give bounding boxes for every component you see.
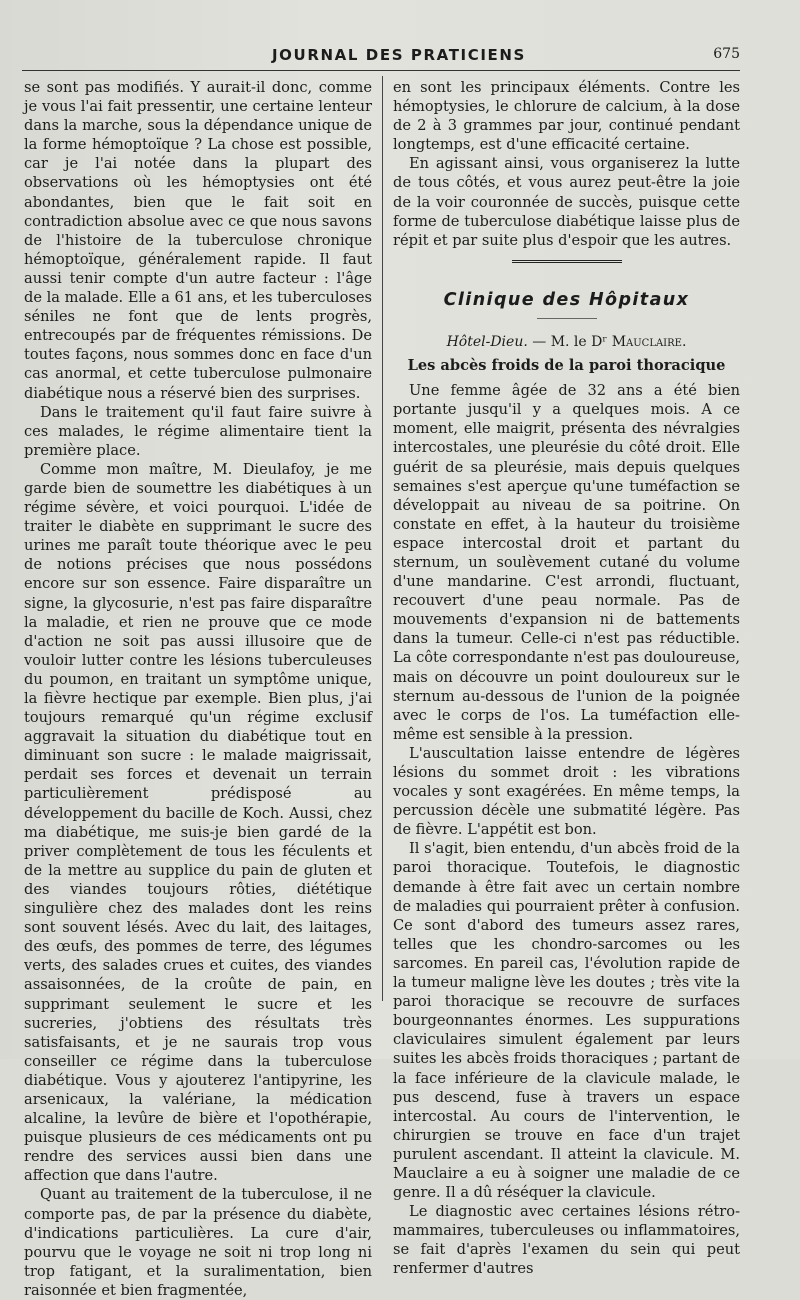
paragraph: L'auscultation laisse entendre de légères lésions du sommet droit : les vibrations vocales y sont exagérées. En même temps, la percussion décèle une submatité légère. Pas de fièvre. L'appétit est bon. — [393, 744, 740, 839]
left-column — [24, 78, 372, 1300]
byline-doctor: Mauclaire. — [611, 333, 687, 350]
byline-dash: — M. le Dʳ — [527, 333, 612, 350]
paragraph: En agissant ainsi, vous organiserez la lutte de tous côtés, et vous aurez peut-être la joie de la voir couronnée de succès, puisque cette forme de tuberculose diabétique laisse plus de répit et par suite plus d'espoir que les autres. — [393, 155, 740, 249]
paragraph: Le diagnostic avec certaines lésions rétro-mammaires, tuberculeuses ou inflammatoires, se fait d'après l'examen du sein qui peut renfermer d'autres — [393, 1203, 740, 1278]
byline-place: Hôtel-Dieu. — [446, 333, 528, 350]
header-rule — [22, 70, 740, 71]
paragraph: Une femme âgée de 32 ans a été bien portante jusqu'il y a quelques mois. A ce moment, elle maigrit, présenta des névralgies intercostales, une pleurésie du côté droit. Elle guérit de sa pleurésie, mais depuis quelques semaines s'est aperçue qu'une tuméfaction se développait au niveau de sa poitrine. On constate en effet, à la hauteur du troisième espace intercostal droit et partant du sternum, un soulèvement cutané du volume d'une mandarine. C'est arrondi, fluctuant, recouvert d'une peau normale. Pas de mouvements d'expansion ni de battements dans la tumeur. Celle-ci n'est pas réductible. La côte correspondante n'est pas douloureuse, mais on découvre un point douloureux sur le sternum au-dessous de l'union de la poignée avec le corps de l'os. La tuméfaction elle-même est sensible à la pression. — [393, 382, 740, 743]
article-byline — [393, 333, 740, 352]
section-title-underline — [537, 318, 597, 319]
running-title: JOURNAL DES PRATICIENS — [272, 46, 526, 64]
page-header — [22, 44, 740, 66]
section-separator — [512, 260, 622, 263]
paragraph: en sont les principaux éléments. Contre les hémoptysies, le chlorure de calcium, à la dose de 2 à 3 grammes par jour, continué pendant longtemps, est d'une efficacité certaine. — [393, 79, 740, 154]
paragraph: Il s'agit, bien entendu, d'un abcès froid de la paroi thoracique. Toutefois, le diagnostic demande à être fait avec un certain nombre de maladies qui pourraient prêter à confusion. Ce sont d'abord des tumeurs assez rares, telles que les chondro-sarcomes ou les sarcomes. En pareil cas, l'évolution rapide de la tumeur maligne lève les doutes ; très vite la paroi thoracique se recouvre de surfaces bourgeonnantes énormes. Les suppurations claviculaires simulent également par leurs suites les abcès froids thoraciques ; partant de la face inférieure de la clavicule malade, le pus descend, fuse à travers un espace intercostal. Au cours de l'intervention, le chirurgien se trouve en face d'un trajet purulent ascendant. Il atteint la clavicule. M. Mauclaire a eu à soigner une maladie de ce genre. Il a dû réséquer la clavicule. — [393, 840, 740, 1202]
column-divider — [382, 76, 383, 1001]
page-number: 675 — [713, 46, 740, 62]
article-title: Les abcès froids de la paroi thoracique — [407, 357, 726, 375]
right-column — [393, 78, 740, 1279]
section-title: Clinique des Hôpitaux — [443, 289, 690, 310]
paragraph: Quant au traitement de la tuberculose, il ne comporte pas, de par la présence du diabète, d'indications particulières. La cure d'air, pourvu que le voyage ne soit ni trop long ni trop fatigant, et la suralimentation, bien raisonnée et bien fragmentée, — [24, 1186, 372, 1299]
paragraph: se sont pas modifiés. Y aurait-il donc, comme je vous l'ai fait pressentir, une certaine lenteur dans la marche, sous la dépendance unique de la forme hémoptoïque ? La chose est possible, car je l'ai notée dans la plupart des observations où les hémoptysies ont été abondantes, bien que le fait soit en contradiction absolue avec ce que nous savons de l'histoire de la tuberculose chronique hémoptoïque, généralement rapide. Il faut aussi tenir compte d'un autre facteur : l'âge de la malade. Elle a 61 ans, et les tuberculoses séniles ne font que de lents progrès, entrecoupés par de fréquentes rémissions. De toutes façons, nous sommes donc en face d'un cas anormal, et cette tuberculose pulmonaire diabétique nous a réservé bien des surprises. — [24, 79, 372, 402]
paragraph: Comme mon maître, M. Dieulafoy, je me garde bien de soumettre les diabétiques à un régime sévère, et voici pourquoi. L'idée de traiter le diabète en supprimant le sucre des urines me paraît toute théorique avec le peu de notions précises que nous possédons encore sur son essence. Faire disparaître un signe, la glycosurie, n'est pas faire disparaître la maladie, et rien ne prouve que ce mode d'action ne soit pas aussi illusoire que de vouloir lutter contre les lésions tuberculeuses du poumon, en traitant un symptôme unique, la fièvre hectique par exemple. Bien plus, j'ai toujours remarqué qu'un régime exclusif aggravait la situation du diabétique tout en diminuant son sucre : le malade maigrissait, perdait ses forces et devenait un terrain particulièrement prédisposé au développement du bacille de Koch. Aussi, chez ma diabétique, me suis-je bien gardé de la priver complètement de tous les féculents et de la mettre au supplice du pain de gluten et des viandes toujours rôties, diététique singulière chez des malades dont les reins sont souvent lésés. Avec du lait, des laitages, des œufs, des pommes de terre, des légumes verts, des salades crues et cuites, des viandes assaisonnées, de la croûte de pain, en supprimant seulement le sucre et les sucreries, j'obtiens des résultats très satisfaisants, et je ne saurais trop vous conseiller ce régime dans la tuberculose diabétique. Vous y ajouterez l'antipyrine, les arsenicaux, la valériane, la médication alcaline, la levûre de bière et l'opothérapie, puisque plusieurs de ces médicaments ont pu rendre des services aussi bien dans une affection que dans l'autre. — [24, 460, 372, 1185]
paragraph: Dans le traitement qu'il faut faire suivre à ces malades, le régime alimentaire tient la première place. — [24, 403, 372, 459]
